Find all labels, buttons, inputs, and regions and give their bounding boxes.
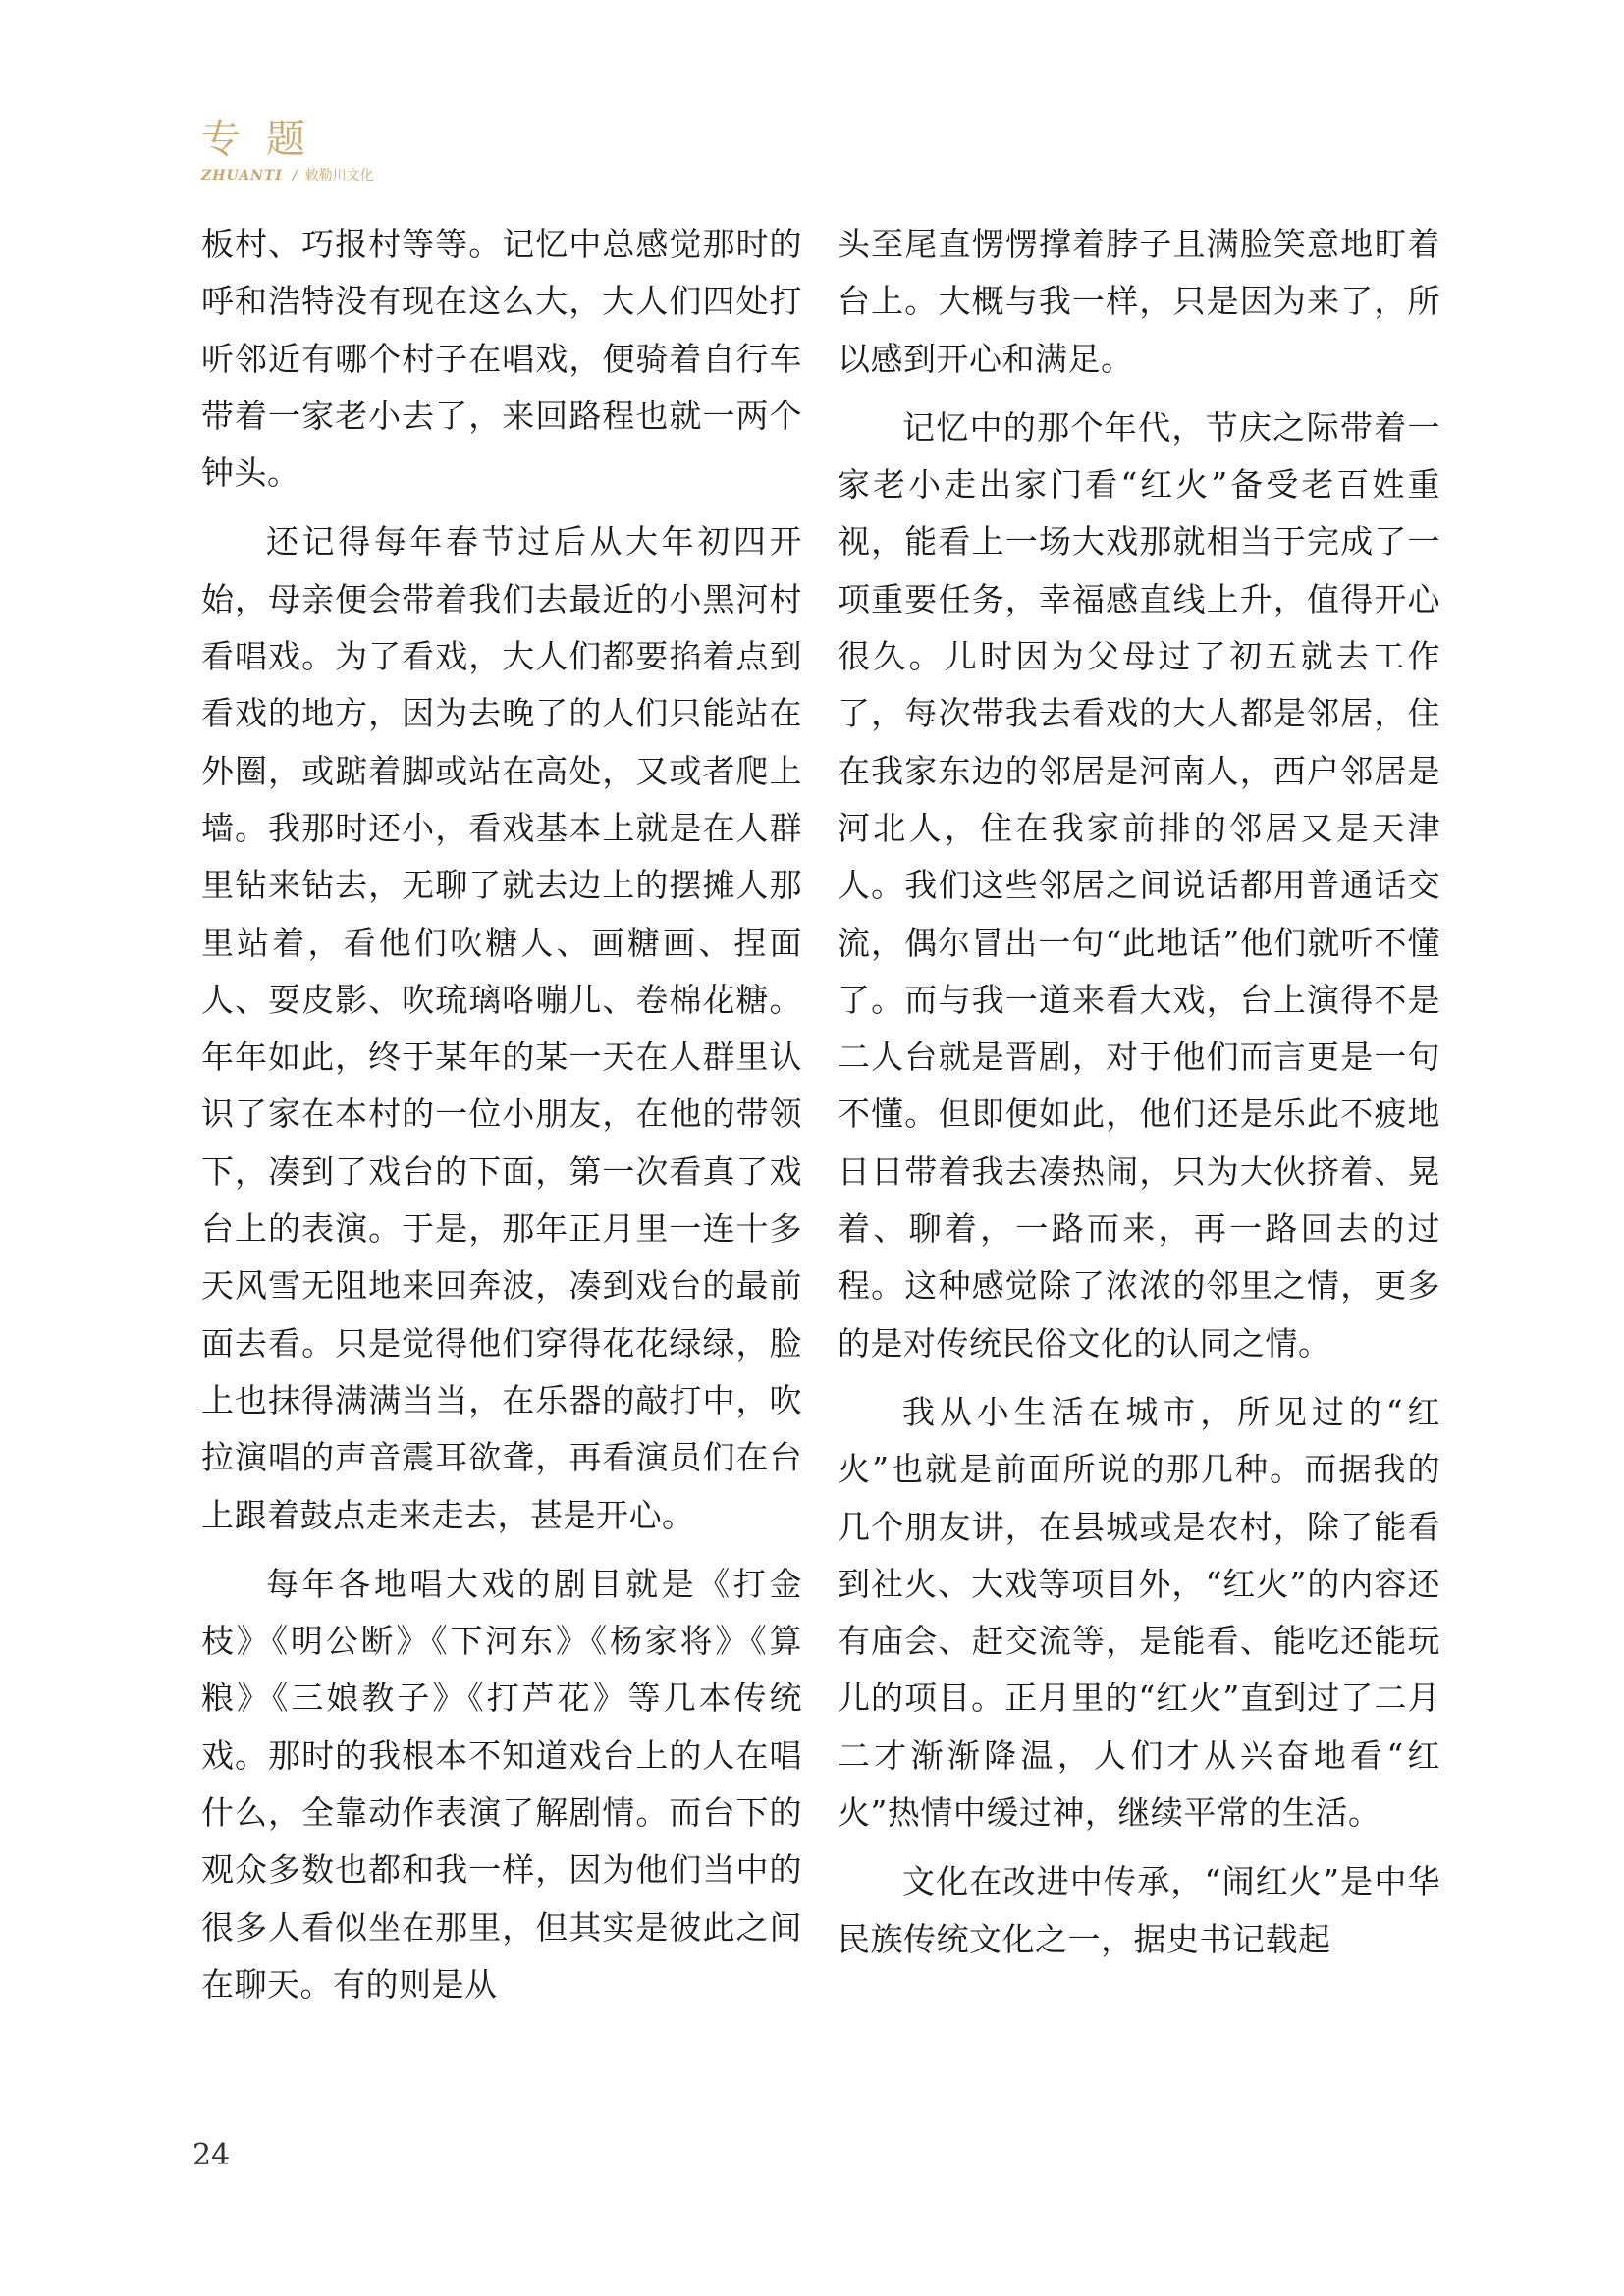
paragraph: 我从小生活在城市，所见过的“红火”也就是前面所说的那几种。而据我的几个朋友讲，在县城或是农村，除了能看到社火、大戏等项目外，“红火”的内容还有庙会、赶交流等，是能看、能吃还能玩儿的项目。正月里的“红火”直到过了二月二才渐渐降温，人们才从兴奋地看“红火”热情中缓过神，继续平常的生活。 (838, 1392, 1440, 1833)
page-header (201, 116, 692, 185)
paragraph: 还记得每年春节过后从大年初四开始，母亲便会带着我们去最近的小黑河村看唱戏。为了看戏，大人们都要掐着点到看戏的地方，因为去晚了的人们只能站在外圈，或踮着脚或站在高处，又或者爬上墙。我那时还小，看戏基本上就是在人群里钻来钻去，无聊了就去边上的摆摊人那里站着，看他们吹糖人、画糖画、捏面人、耍皮影、吹琉璃咯嘣儿、卷棉花糖。年年如此，终于某年的某一天在人群里认识了家在本村的一位小朋友，在他的带领下，凑到了戏台的下面，第一次看真了戏台上的表演。于是，那年正月里一连十多天风雪无阻地来回奔波，凑到戏台的最前面去看。只是觉得他们穿得花花绿绿，脸上也抹得满满当当，在乐器的敲打中，吹拉演唱的声音震耳欲聋，再看演员们在台上跟着鼓点走来走去，甚是开心。 (201, 522, 802, 1534)
paragraph: 每年各地唱大戏的剧目就是《打金枝》《明公断》《下河东》《杨家将》《算粮》《三娘教子》《打芦花》等几本传统戏。那时的我根本不知道戏台上的人在唱什么，全靠动作表演了解剧情。而台下的观众多数也都和我一样，因为他们当中的很多人看似坐在那里，但其实是彼此之间在聊天。有的则是从 (201, 1564, 802, 2003)
section-pinyin: ZHUANTI (201, 168, 283, 184)
section-name: 敕勒川文化 (304, 168, 374, 184)
paragraph: 文化在改进中传承，“闹红火”是中华民族传统文化之一，据史书记载起 (838, 1862, 1440, 1958)
right-text-column (838, 216, 1440, 1980)
paragraph: 板村、巧报村等等。记忆中总感觉那时的呼和浩特没有现在这么大，大人们四处打听邻近有哪个村子在唱戏，便骑着自行车带着一家老小去了，来回路程也就一两个钟头。 (201, 225, 802, 493)
paragraph: 头至尾直愣愣撑着脖子且满脸笑意地盯着台上。大概与我一样，只是因为来了，所以感到开心和满足。 (838, 225, 1440, 378)
header-slash: / (292, 168, 298, 184)
page-number: 24 (192, 2138, 231, 2172)
paragraph: 记忆中的那个年代，节庆之际带着一家老小走出家门看“红火”备受老百姓重视，能看上一场大戏那就相当于完成了一项重要任务，幸福感直线上升，值得开心很久。儿时因为父母过了初五就去工作了，每次带我去看戏的大人都是邻居，住在我家东边的邻居是河南人，西户邻居是河北人，住在我家前排的邻居又是天津人。我们这些邻居之间说话都用普通话交流，偶尔冒出一句“此地话”他们就听不懂了。而与我一道来看大戏，台上演得不是二人台就是晋剧，对于他们而言更是一句不懂。但即便如此，他们还是乐此不疲地日日带着我去凑热闹，只为大伙挤着、晃着、聊着，一路而来，再一路回去的过程。这种感觉除了浓浓的邻里之情，更多的是对传统民俗文化的认同之情。 (838, 407, 1440, 1362)
section-subtitle (201, 167, 692, 185)
left-text-column (201, 216, 802, 2025)
section-title: 专题 (201, 117, 331, 162)
